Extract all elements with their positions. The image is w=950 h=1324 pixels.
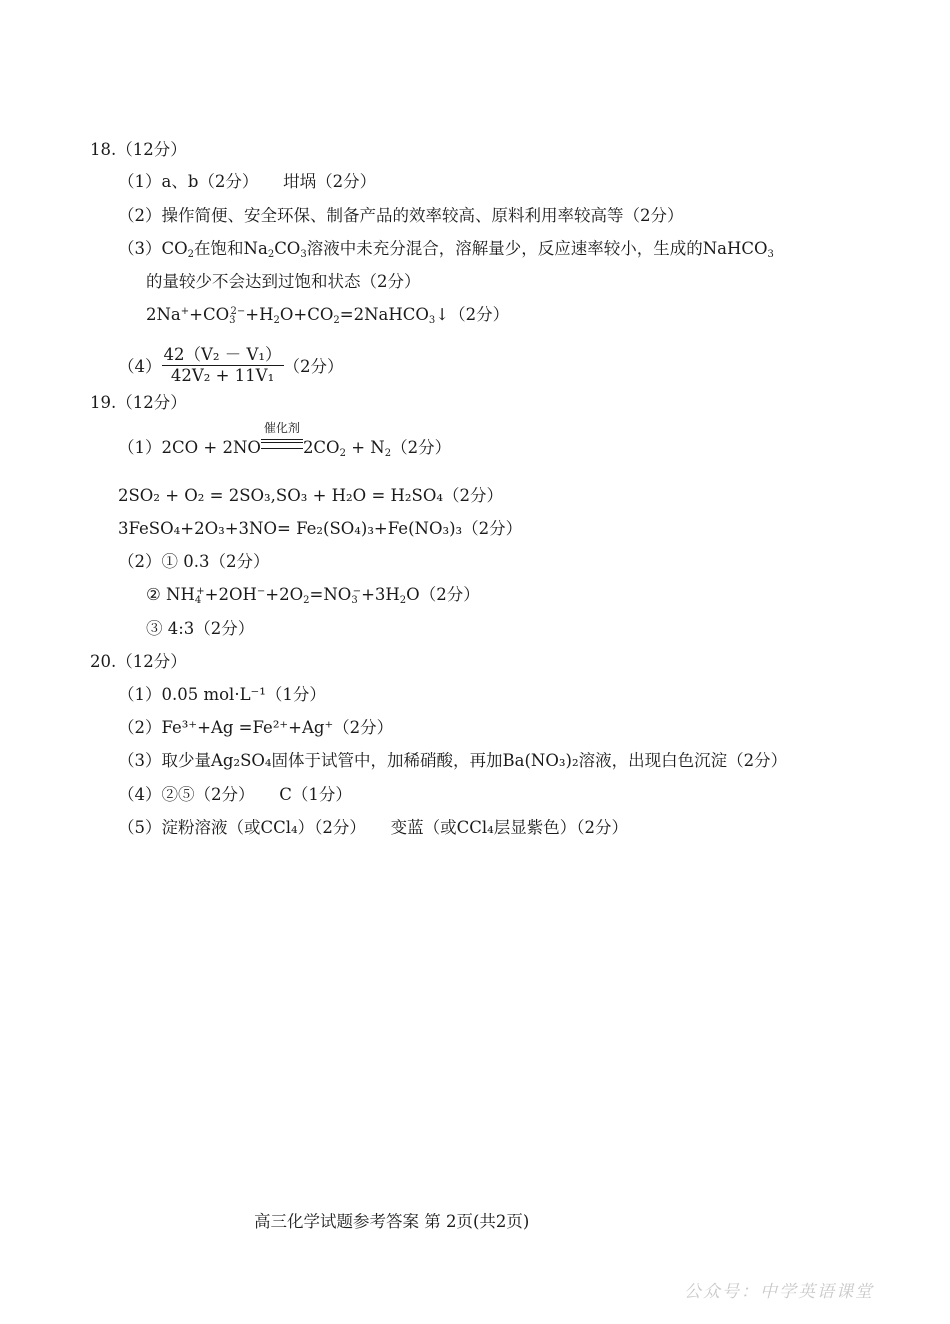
watermark: 公众号：中学英语课堂 bbox=[684, 1282, 874, 1302]
p22-seg: +2OH bbox=[204, 585, 257, 604]
q20-part5: （5）淀粉溶液（或CCl₄）（2分） 变蓝（或CCl₄层显紫色）（2分） bbox=[118, 818, 629, 837]
r1-seg: （1）2CO + 2NO bbox=[118, 438, 261, 457]
q19-reaction2: 2SO₂ + O₂ = 2SO₃,SO₃ + H₂O = H₂SO₄（2分） bbox=[118, 486, 503, 505]
page-footer: 高三化学试题参考答案 第 2页(共2页) bbox=[254, 1212, 530, 1231]
eq-seg: O+CO bbox=[279, 305, 334, 324]
q18-part4-prefix: （4） bbox=[118, 357, 162, 376]
q19-header: 19.（12分） bbox=[90, 393, 187, 412]
p22-seg: ② NH bbox=[146, 585, 195, 604]
q20-part2: （2）Fe³⁺+Ag =Fe²⁺+Ag⁺（2分） bbox=[118, 718, 394, 737]
q19-part2-1: （2）① 0.3（2分） bbox=[118, 552, 270, 571]
q18-part3-seg: 在饱和Na bbox=[194, 239, 268, 258]
q18-part3-seg: 溶液中未充分混合，溶解量少，反应速率较小，生成的NaHCO bbox=[306, 239, 768, 258]
q20-part3: （3）取少量Ag₂SO₄固体于试管中，加稀硝酸，再加Ba(NO₃)₂溶液，出现白色沉淀（2分） bbox=[118, 751, 788, 770]
r1-seg: 2CO bbox=[302, 438, 340, 457]
eq-seg: +H bbox=[245, 305, 274, 324]
p22-seg: +3H bbox=[361, 585, 400, 604]
p22-seg: O（2分） bbox=[406, 585, 480, 604]
q18-part3-seg: CO bbox=[274, 239, 301, 258]
q18-part1: （1）a、b（2分） 坩埚（2分） bbox=[118, 172, 377, 191]
q18-part2: （2）操作简便、安全环保、制备产品的效率较高、原料利用率较高等（2分） bbox=[118, 206, 684, 225]
q18-part3-line1: $(3)CO_2$在饱和$Na_2CO_3$溶液中未充分混合，溶解量少，反应速率较小，生成的NaHCO$_3$ bbox=[118, 239, 774, 260]
q18-header: 18.（12分） bbox=[90, 140, 187, 159]
catalyst-label: 催化剂 bbox=[263, 421, 300, 435]
q20-header: 20.（12分） bbox=[90, 652, 187, 671]
eq-seg: +CO bbox=[189, 305, 230, 324]
q18-fraction bbox=[162, 346, 284, 385]
eq-seg: 2Na bbox=[146, 305, 181, 324]
q19-part2-3: ③ 4:3（2分） bbox=[146, 619, 255, 638]
q18-equation: $2Na^++CO_3^{2-}+H_2O+CO_2=2NaHCO_3↓(2$分） bbox=[146, 305, 510, 326]
p22-seg: =NO bbox=[309, 585, 352, 604]
fraction-denominator: 42V₂ + 11V₁ bbox=[170, 366, 275, 385]
q19-part2-2: ② $NH_4^++2OH^-+2O_2=NO_3^-+3H_2O(2$分） bbox=[146, 585, 480, 606]
q18-part3-line2: 的量较少不会达到过饱和状态（2分） bbox=[146, 272, 421, 291]
q19-reaction1: （1）2CO + 2NO 催化剂 $2CO_2 + N_2(2$分） bbox=[118, 438, 451, 458]
q20-part1: （1）0.05 mol·L⁻¹（1分） bbox=[118, 685, 326, 704]
p22-seg: +2O bbox=[265, 585, 304, 604]
eq-seg: =2NaHCO bbox=[339, 305, 429, 324]
q18-part4-suffix: （2分） bbox=[283, 357, 344, 376]
q20-part4: （4）②⑤（2分） C（1分） bbox=[118, 785, 352, 804]
r1-seg: （2分） bbox=[391, 438, 452, 457]
q19-reaction3: 3FeSO₄+2O₃+3NO= Fe₂(SO₄)₃+Fe(NO₃)₃（2分） bbox=[118, 519, 523, 538]
r1-seg: + N bbox=[345, 438, 385, 457]
fraction-numerator: 42（V₂ － V₁） bbox=[163, 345, 282, 364]
catalyst-arrow bbox=[261, 421, 303, 458]
q18-part4 bbox=[118, 345, 344, 387]
q18-part3-seg: （3）CO bbox=[118, 239, 188, 258]
eq-seg: ↓（2分） bbox=[435, 305, 510, 324]
